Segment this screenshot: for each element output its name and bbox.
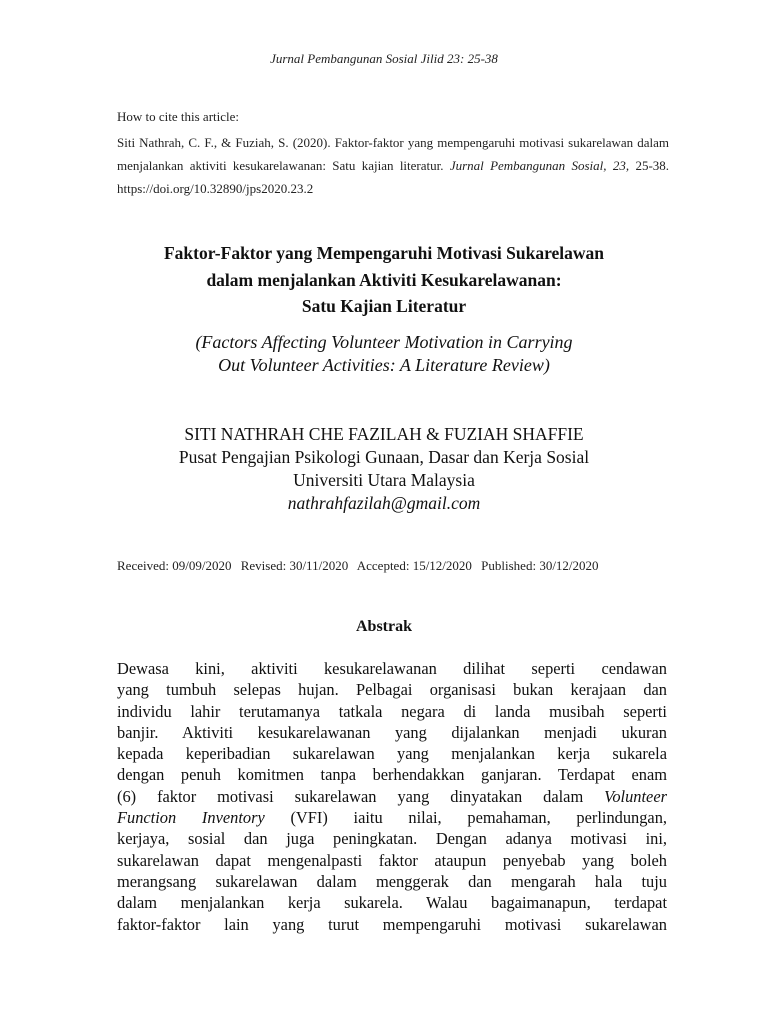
abstract-italic-term: Volunteer xyxy=(604,786,667,806)
abstract-line: individu lahir terutamanya tatkala negara di landa musibah seperti xyxy=(117,701,667,721)
abstract-line: dalam menjalankan kerja sukarela. Walau bagaimanapun, terdapat xyxy=(117,893,667,913)
abstract-line-text: (6) faktor motivasi sukarelawan yang dinyatakan dalam xyxy=(117,786,584,806)
running-header: Jurnal Pembangunan Sosial Jilid 23: 25-38 xyxy=(270,51,498,66)
abstract-heading: Abstrak xyxy=(355,618,412,635)
author-block xyxy=(0,423,768,515)
english-title-line-2: Out Volunteer Activities: A Literature Review) xyxy=(218,355,550,375)
citation-body: Siti Nathrah, C. F., & Fuziah, S. (2020). Faktor-faktor yang mempengaruhi motivasi sukarelawan dalam menjalankan aktiviti kesukarelawanan: Satu kajian literatur. xyxy=(117,135,669,173)
title-line-2: dalam menjalankan Aktiviti Kesukarelawanan: xyxy=(206,269,562,290)
abstract-line: faktor-faktor lain yang turut mempengaruhi motivasi sukarelawan xyxy=(117,914,667,934)
date-received: Received: 09/09/2020 xyxy=(117,558,232,573)
author-email: nathrahfazilah@gmail.com xyxy=(287,493,481,513)
abstract-line-vfi-end xyxy=(117,807,667,828)
abstract-line-vfi-start xyxy=(117,786,667,807)
author-names: SITI NATHRAH CHE FAZILAH & FUZIAH SHAFFIE xyxy=(184,424,584,444)
article-title xyxy=(0,240,768,320)
citation-heading: How to cite this article: xyxy=(117,109,240,124)
date-accepted: Accepted: 15/12/2020 xyxy=(356,558,472,573)
english-title-line-1: (Factors Affecting Volunteer Motivation in Carrying xyxy=(195,332,573,352)
abstract-italic-term: Function Inventory xyxy=(117,808,265,828)
citation-tail: 25-38. https://doi.org/10.32890/jps2020.23.2 xyxy=(117,158,670,196)
citation-text xyxy=(117,131,669,200)
title-line-3: Satu Kajian Literatur xyxy=(301,296,467,316)
abstract-line: dengan penuh komitmen tanpa berhendakkan ganjaran. Terdapat enam xyxy=(117,765,667,785)
abstract-line: banjir. Aktiviti kesukarelawanan yang dijalankan menjadi ukuran xyxy=(117,722,667,742)
abstract-line-text: (VFI) iaitu nilai, pemahaman, perlindungan, xyxy=(290,808,667,828)
english-title xyxy=(0,331,768,377)
abstract-line: merangsang sukarelawan dalam menggerak dan mengarah hala tuju xyxy=(117,871,667,891)
abstract-line: Dewasa kini, aktiviti kesukarelawanan dilihat seperti cendawan xyxy=(117,659,667,678)
title-line-1: Faktor-Faktor yang Mempengaruhi Motivasi Sukarelawan xyxy=(163,243,605,263)
abstract-line: kepada keperibadian sukarelawan yang menjalankan kerja sukarela xyxy=(117,744,667,764)
abstract-line: yang tumbuh selepas hujan. Pelbagai organisasi bukan kerajaan dan xyxy=(117,680,667,700)
abstract-line: sukarelawan dapat mengenalpasti faktor ataupun penyebab yang boleh xyxy=(117,850,667,870)
abstract-body xyxy=(117,658,667,935)
affiliation-line-2: Universiti Utara Malaysia xyxy=(293,470,475,490)
affiliation-line-1: Pusat Pengajian Psikologi Gunaan, Dasar dan Kerja Sosial xyxy=(178,447,590,467)
abstract-line: kerjaya, sosial dan juga peningkatan. Dengan adanya motivasi ini, xyxy=(117,829,667,849)
article-dates xyxy=(117,558,677,574)
date-revised: Revised: 30/11/2020 xyxy=(240,558,349,573)
citation-journal: Jurnal Pembangunan Sosial, 23, xyxy=(449,158,630,173)
date-published: Published: 30/12/2020 xyxy=(481,558,599,573)
